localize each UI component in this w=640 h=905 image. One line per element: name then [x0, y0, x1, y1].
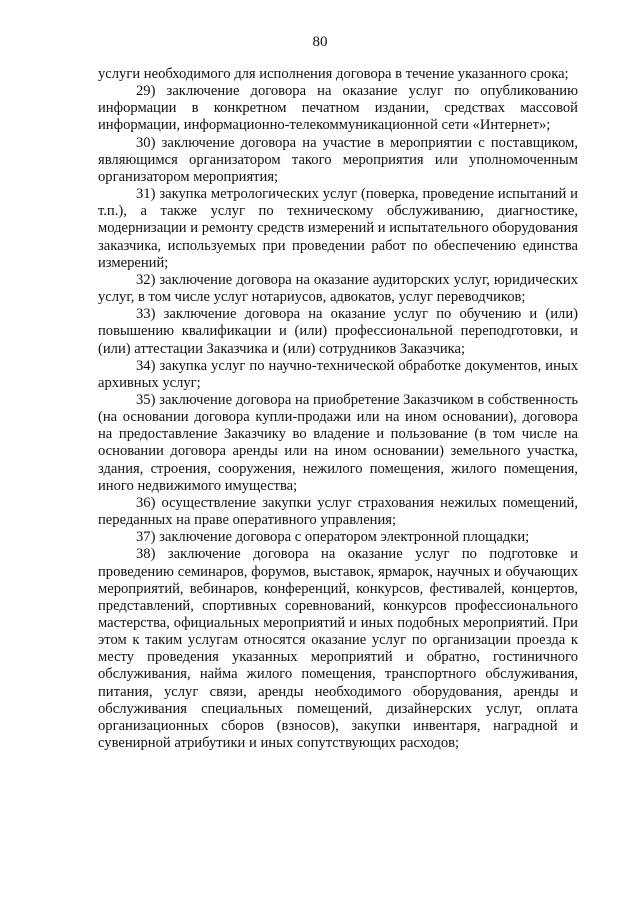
paragraph-continuation: услуги необходимого для исполнения договора в течение указанного срока; — [98, 66, 569, 82]
paragraph-item-37: 37) заключение договора с оператором электронной площадки; — [136, 529, 530, 546]
paragraph-item-35: 35) заключение договора на приобретение Заказчиком в собственность (на основании договора купли-продажи или на ином основании), договора на предоставление Заказчику во владение и пользование (в том числе на основании договора аренды или на ином основании) земельного участка, здания, строения, сооружения, нежилого помещения, жилого помещения, иного недвижимого имущества; — [98, 391, 578, 494]
paragraph-item-34: 34) закупка услуг по научно-технической обработке документов, иных архивных услуг; — [98, 357, 578, 391]
body-text — [98, 66, 578, 752]
paragraph-item-33: 33) заключение договора на оказание услуг по обучению и (или) повышению квалификации и (или) профессиональной переподготовки, и (или) аттестации Заказчика и (или) сотрудников Заказчика; — [98, 306, 578, 357]
paragraph-item-38: 38) заключение договора на оказание услуг по подготовке и проведению семинаров, форумов, выставок, ярмарок, научных и обучающих мероприятий, вебинаров, конференций, конкурсов, фестивалей, концертов, представлений, спортивных соревнований, конкурсов профессионального мастерства, официальных мероприятий и иных подобных мероприятий. При этом к таким услугам относятся оказание услуг по организации проезда к месту проведения указанных мероприятий и обратно, гостиничного обслуживания, найма жилого помещения, транспортного обслуживания, питания, услуг связи, аренды необходимого оборудования, аренды и обслуживания специальных помещений, дизайнерских услуг, оплата организационных сборов (взносов), закупки инвентаря, наградной и сувенирной атрибутики и иных сопутствующих расходов; — [98, 546, 578, 752]
paragraph-item-32: 32) заключение договора на оказание аудиторских услуг, юридических услуг, в том числе услуг нотариусов, адвокатов, услуг переводчиков; — [98, 271, 578, 306]
paragraph-item-31: 31) закупка метрологических услуг (поверка, проведение испытаний и т.п.), а также услуг по техническому обслуживанию, диагностике, модернизации и ремонту средств измерений и испытательного оборудования заказчика, используемых при проведении работ по обеспечению единства измерений; — [98, 186, 578, 271]
paragraph-item-30: 30) заключение договора на участие в мероприятии с поставщиком, являющимся организатором такого мероприятия или уполномоченным организатором мероприятия; — [98, 134, 578, 185]
page-number: 80 — [312, 34, 328, 50]
paragraph-item-36: 36) осуществление закупки услуг страхования нежилых помещений, переданных на праве оперативного управления; — [98, 494, 578, 529]
paragraph-item-29: 29) заключение договора на оказание услуг по опубликованию информации в конкретном печатном издании, средствах массовой информации, информационно-телекоммуникационной сети «Интернет»; — [98, 83, 578, 134]
